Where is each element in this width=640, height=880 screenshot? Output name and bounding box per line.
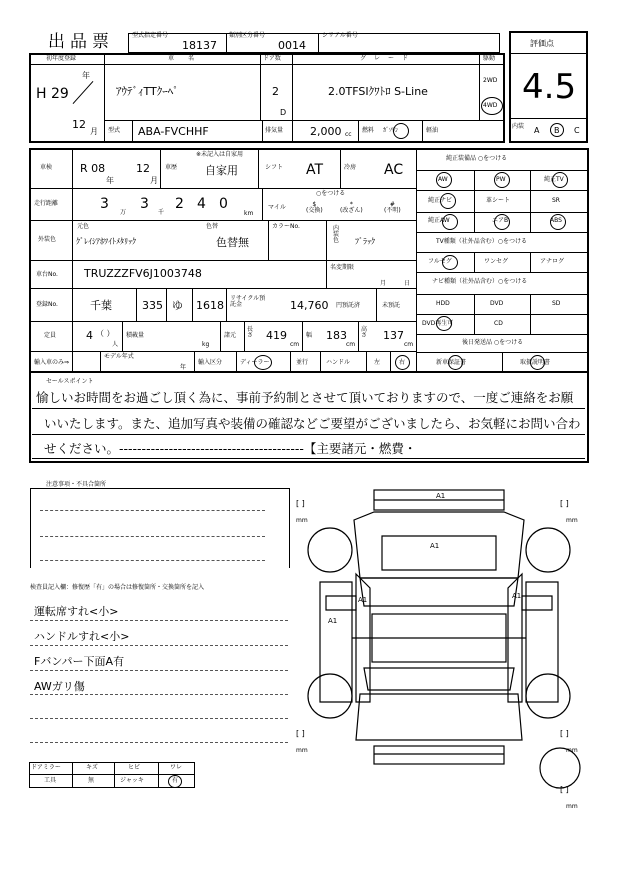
drive-4wd-circle (481, 97, 503, 115)
interior-b-circle (550, 123, 564, 137)
rename-day: 日 (404, 280, 411, 287)
grade-label: グレード (360, 55, 417, 62)
orig-color: ｸﾞﾚｲｼｱﾎﾜｲﾄﾒﾀﾘｯｸ (76, 237, 136, 246)
len-label: 長さ (247, 326, 254, 339)
equip-navi: 純正ナビ (428, 197, 453, 204)
shaken-month-unit: 月 (150, 176, 158, 185)
height-label: 高さ (361, 326, 368, 339)
parts-h3: ヒビ (128, 764, 141, 771)
tv-title: TV種類（社外品含む）○をつける (436, 238, 528, 245)
vin: TRUZZZFV6J1003748 (84, 267, 202, 280)
sales-line-2: いいたします。また、追加写真や装備の確認などご要望がございましたら、お気軽にお問い合わ (44, 416, 581, 431)
class-no: 0014 (278, 39, 306, 52)
mileage-man: 万 (120, 209, 127, 216)
equip-gaw-circle (442, 214, 458, 230)
history-label: 車歴 (165, 164, 178, 171)
shaken-month: 12 (136, 162, 150, 175)
bracket-rr: [ ] (560, 729, 569, 738)
score-label: 評価点 (530, 39, 554, 48)
color-no-label: カラーNo. (272, 223, 300, 230)
ac: AC (384, 162, 404, 178)
class-label: 類別区分番号 (229, 32, 266, 39)
notes-box (30, 488, 290, 568)
post-warranty-circle (448, 355, 463, 370)
load-label: 積載量 (126, 332, 145, 339)
dealer-circle (254, 355, 272, 370)
mileage-label: 走行距離 (34, 200, 59, 207)
reg-label: 登録No. (36, 301, 58, 308)
tv-fullseg-circle (442, 255, 458, 270)
doors-label: ドア数 (263, 55, 281, 62)
capacity-person: 人 (112, 341, 119, 348)
mark-hood: A1 (430, 542, 440, 550)
ac-label: 冷房 (344, 164, 357, 171)
bracket-spare: [ ] (560, 785, 569, 794)
mark-left-side: A1 (328, 617, 338, 625)
equip-pw-circle (494, 172, 510, 188)
first-reg-label: 初年度登録 (46, 55, 77, 62)
fuel-circle (393, 123, 409, 139)
handle-label: ハンドル (326, 359, 351, 366)
reg-serial: 1618 (196, 299, 224, 312)
color-change: 色替無 (216, 236, 249, 249)
history-note: ※未記入は自家用 (196, 151, 244, 158)
parts-v4-circle (168, 775, 182, 788)
note-2: ハンドルすれ<小> (34, 630, 130, 643)
mileage-kaizan: * (改ざん) (340, 201, 363, 214)
capacity-paren: （ ） (96, 329, 115, 338)
model-label: 型式 (108, 127, 121, 134)
equip-tv: 純正TV (544, 176, 564, 183)
bracket-fl: [ ] (296, 499, 305, 508)
mark-front-bumper: A1 (436, 492, 446, 500)
drive-label: 駆動 (483, 55, 496, 62)
parts-v3: ジャッキ (120, 777, 144, 784)
reg-kana: ゆ (172, 299, 183, 312)
length: 419 (266, 329, 287, 342)
navi-title: ナビ種類（社外品含む）○をつける (432, 278, 528, 285)
sales-line-3: せください。-----------------------------------------【主要諸元・燃費・ (44, 441, 417, 456)
score-value: 4.5 (522, 67, 577, 107)
tv-analog: アナログ (540, 258, 565, 265)
model: ABA-FVCHHF (138, 125, 209, 138)
import-kind-label: 輸入区分 (198, 359, 223, 366)
equip-aw: AW (438, 176, 448, 183)
handle-left: 左 (374, 359, 381, 366)
parts-v1: 工具 (44, 777, 57, 784)
navi-dvdplay: DVD再生可 (422, 320, 454, 327)
post-manual: 取扱説明書 (520, 359, 551, 366)
mileage-d1: 3 (100, 196, 109, 212)
height-cm: cm (404, 341, 414, 348)
recycle-amount: 14,760 (290, 299, 329, 312)
notes-label: 注意事項・不具合箇所 (46, 481, 107, 488)
interior-color-label: 内装色 (333, 225, 340, 244)
interior-a: A (534, 126, 540, 135)
width-cm: cm (346, 341, 356, 348)
capacity-label: 定員 (44, 332, 57, 339)
displacement-label: 排気量 (265, 127, 284, 134)
navi-hdd: HDD (436, 300, 450, 307)
parts-v4: 有 (172, 777, 179, 784)
equip-pw: PW (496, 176, 506, 183)
doors: 2 (272, 85, 279, 98)
note-3: Fバンパー下面A有 (34, 655, 125, 668)
year-unit: 年 (82, 71, 90, 80)
mileage-exchange: $ (交換) (306, 201, 323, 214)
mileage-km: km (244, 210, 254, 217)
mm-fl: mm (296, 517, 308, 524)
auction-no-label: 型式指定番号 (132, 32, 169, 39)
post-manual-circle (530, 355, 545, 370)
post-title: 後日発送品 ○をつける (462, 339, 524, 346)
equip-navi-circle (440, 193, 456, 209)
navi-dvdplay-circle (436, 316, 452, 331)
car-name: ｱｳﾃﾞｨTTｸｰﾍﾟ (116, 85, 179, 98)
recycle-label: リサイクル預託金 (230, 295, 266, 308)
cc-unit: cc (345, 131, 352, 138)
light-oil-label: 軽油 (426, 127, 439, 134)
vin-label: 車台No. (36, 271, 58, 278)
mileage-d5: 0 (219, 196, 228, 212)
mileage-d2: 3 (140, 196, 149, 212)
mileage-d3: 2 (175, 196, 184, 212)
equip-airbag-circle (494, 214, 510, 230)
color-change-label: 色替 (206, 223, 219, 230)
bracket-fr: [ ] (560, 499, 569, 508)
equip-tv-circle (552, 172, 568, 188)
displacement: 2,000 (310, 125, 342, 138)
equip-title: 純正装備品 ○をつける (446, 155, 508, 162)
bracket-rl: [ ] (296, 729, 305, 738)
rename-month: 月 (380, 280, 387, 287)
len-cm: cm (290, 341, 300, 348)
load-kg: kg (202, 341, 210, 348)
doors-sub: D (280, 108, 287, 117)
name-label: 車名 (168, 55, 209, 62)
recycle-unit: 円預託済 (336, 302, 361, 309)
drive-2wd: 2WD (483, 77, 498, 84)
equip-aw-circle (436, 172, 452, 188)
grade: 2.0TFSIｸﾜﾄﾛ S-Line (328, 85, 428, 98)
equip-abs: ABS (550, 217, 562, 224)
mm-spare: mm (566, 803, 578, 810)
equip-gaw: 純正AW (428, 217, 450, 224)
handle-right-circle (395, 355, 410, 370)
sales-line-1: 愉しいお時間をお過ごし頂く為に、事前予約制とさせて頂いておりますので、一度ご連絡をお願 (36, 390, 574, 405)
car-damage-diagram (290, 478, 590, 808)
parts-h4: ワレ (170, 764, 183, 771)
dealer: ディーラー (240, 359, 270, 366)
shaken-year: 年 (106, 176, 114, 185)
fuel: ｶﾞｿﾘﾝ (383, 127, 399, 134)
equip-abs-circle (550, 214, 566, 230)
navi-cd: CD (494, 320, 503, 327)
capacity-num: 4 (86, 329, 93, 342)
mileage-d4: 4 (197, 196, 206, 212)
recycle-unpaid: 未預託 (382, 302, 401, 309)
interior-b: B (554, 126, 560, 135)
interior-label: 内装 (512, 123, 525, 130)
first-reg-era: H 29 (36, 86, 69, 102)
navi-dvd: DVD (490, 300, 504, 307)
mm-rl: mm (296, 747, 308, 754)
model-year-unit: 年 (180, 364, 187, 371)
parts-h2: キズ (86, 764, 98, 771)
rename-label: 名変期限 (330, 264, 355, 271)
equip-airbag: エアB (492, 217, 509, 224)
first-reg-month: 12 (72, 118, 86, 131)
mm-rr: mm (566, 747, 578, 754)
equip-sr: SR (552, 197, 560, 204)
reg-num: 335 (142, 299, 163, 312)
shaken-label: 車検 (40, 164, 53, 171)
tv-fullseg: フルセグ (428, 258, 452, 265)
mileage-circle-note: ○をつける (316, 190, 346, 197)
parts-v2: 無 (88, 777, 95, 784)
width: 183 (326, 329, 347, 342)
handle-right: 右 (399, 359, 406, 366)
form-title: 出品票 (48, 32, 114, 52)
mileage-sen: 千 (158, 209, 165, 216)
mark-left-fender: A1 (358, 596, 368, 604)
import-label: 輸入車のみ⇒ (34, 359, 70, 366)
drive-4wd: 4WD (483, 102, 498, 109)
mark-right-fender: A1 (512, 592, 522, 600)
note-4: AWガリ傷 (34, 680, 85, 693)
mileage-mile: マイル (268, 204, 286, 211)
month-unit: 月 (90, 127, 98, 136)
sales-label: セールスポイント (46, 378, 94, 385)
shift-label: シフト (265, 164, 284, 171)
shaken: R 08 (80, 162, 106, 175)
note-1: 運転席すれ<小> (34, 605, 119, 618)
height: 137 (383, 329, 404, 342)
model-year-label: モデル年式 (104, 353, 134, 360)
auction-no: 18137 (182, 39, 217, 52)
equip-leather: 革シート (486, 197, 511, 204)
tv-oneseg: ワンセグ (484, 258, 509, 265)
interior-color: ﾌﾞﾗｯｸ (355, 237, 375, 246)
interior-c: C (574, 126, 580, 135)
dims-label: 諸元 (224, 332, 237, 339)
orig-color-label: 元色 (77, 223, 90, 230)
fuel-label: 燃料 (362, 127, 375, 134)
mileage-unknown: # (不明) (384, 201, 401, 214)
serial-label: シリアル番号 (322, 32, 358, 39)
parallel: 並行 (296, 359, 309, 366)
parts-h1: ドアミラー (31, 764, 61, 771)
navi-sd: SD (552, 300, 561, 307)
mm-fr: mm (566, 517, 578, 524)
shift: AT (306, 162, 324, 178)
history: 自家用 (205, 164, 238, 177)
color-label: 外装色 (38, 236, 57, 243)
inspector-label: 検査員記入欄：修復歴「有」の場合は修復箇所・交換箇所を記入 (30, 584, 205, 591)
reg-pref: 千葉 (90, 299, 112, 312)
post-warranty: 新車保証書 (436, 359, 467, 366)
width-label: 幅 (306, 332, 313, 339)
